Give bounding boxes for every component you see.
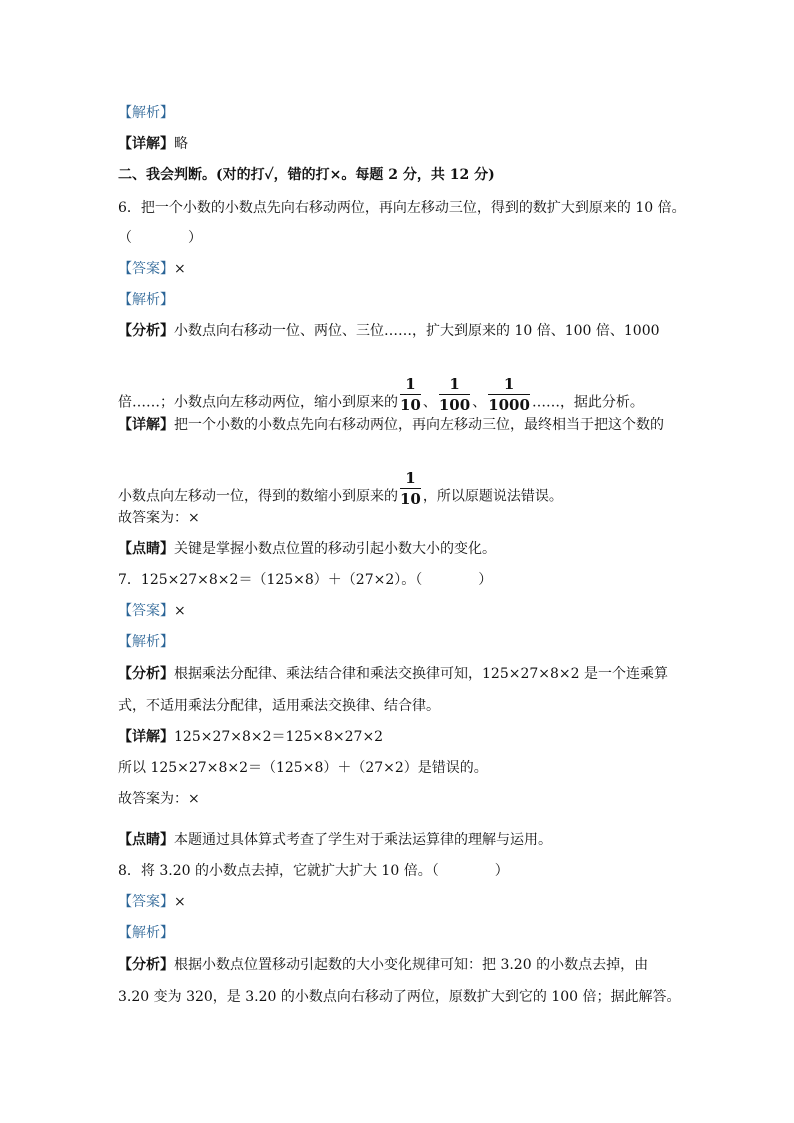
analysis-7-line2: 式，不适用乘法分配律，适用乘法交换律、结合律。	[118, 698, 440, 714]
answer-tag: 【答案】	[118, 603, 174, 619]
detail-tag: 【详解】	[118, 136, 174, 152]
comment-6	[118, 540, 496, 558]
analysis-text: 根据小数点位置移动引起数的大小变化规律可知：把 3.20 的小数点去掉，由	[174, 957, 649, 973]
detail-tag: 【详解】	[118, 729, 174, 745]
analysis-text: 倍……；小数点向左移动两位，缩小到原来的	[118, 394, 398, 411]
analysis-6-line1	[118, 322, 660, 340]
detail-text: ，所以原题说法错误。	[422, 488, 563, 505]
analysis-8-line2: 3.20 变为 320，是 3.20 的小数点向右移动了两位，原数扩大到它的 100 倍；据此解答。	[118, 989, 681, 1005]
analysis-7-line1	[118, 665, 668, 683]
analysis-label: 【分析】	[118, 957, 174, 973]
analysis-text: 小数点向右移动一位、两位、三位……，扩大到原来的 10 倍、100 倍、1000	[174, 323, 660, 339]
detail-line	[118, 135, 188, 153]
question-6-blank: （ ）	[118, 230, 202, 246]
separator: 、	[472, 394, 487, 411]
answer-6	[118, 260, 186, 278]
analysis-label: 【分析】	[118, 323, 174, 339]
answer-text: ×	[174, 894, 186, 910]
detail-tag: 【详解】	[118, 417, 174, 433]
detail-7	[118, 728, 383, 746]
detail-6-line1	[118, 416, 664, 434]
analysis-label: 【分析】	[118, 666, 174, 682]
part-two-heading: 二、我会判断。(对的打✓，错的打×。每题 2 分，共 12 分)	[118, 167, 495, 183]
comment-7	[118, 831, 552, 849]
analysis-text: ……，据此分析。	[531, 394, 644, 411]
fraction-one-tenth: $\frac{1}{10}$	[400, 469, 421, 508]
analysis-tag-8: 【解析】	[118, 925, 174, 941]
analysis-tag-6: 【解析】	[118, 292, 174, 308]
fraction-one-thousandth: $\frac{1}{1000}$	[488, 375, 530, 414]
conclusion-7: 故答案为：×	[118, 791, 200, 807]
analysis-tag-7: 【解析】	[118, 634, 174, 650]
detail-text: 略	[174, 136, 188, 152]
fraction-one-hundredth: $\frac{1}{100}$	[438, 375, 471, 414]
comment-tag: 【点睛】	[118, 541, 174, 557]
comment-text: 本题通过具体算式考查了学生对于乘法运算律的理解与运用。	[174, 832, 552, 848]
answer-tag: 【答案】	[118, 261, 174, 277]
answer-tag: 【答案】	[118, 894, 174, 910]
question-6: 6．把一个小数的小数点先向右移动两位，再向左移动三位，得到的数扩大到原来的 10 倍。	[118, 200, 686, 216]
detail-text: 小数点向左移动一位，得到的数缩小到原来的	[118, 488, 398, 505]
analysis-text: 根据乘法分配律、乘法结合律和乘法交换律可知，125×27×8×2 是一个连乘算	[174, 666, 668, 682]
detail-text: 125×27×8×2＝125×8×27×2	[174, 729, 384, 745]
answer-text: ×	[174, 261, 186, 277]
analysis-8-line1	[118, 956, 648, 974]
conclusion-6: 故答案为：×	[118, 510, 200, 526]
separator: 、	[422, 394, 437, 411]
answer-8	[118, 893, 186, 911]
question-8: 8．将 3.20 的小数点去掉，它就扩大扩大 10 倍。（ ）	[118, 863, 509, 879]
detail-7-conclusion: 所以 125×27×8×2＝（125×8）＋（27×2）是错误的。	[118, 760, 488, 776]
question-7: 7．125×27×8×2＝（125×8）＋（27×2）。（ ）	[118, 572, 493, 588]
answer-text: ×	[174, 603, 186, 619]
fraction-one-tenth: $\frac{1}{10}$	[400, 375, 421, 414]
answer-7	[118, 602, 186, 620]
section-heading-analysis: 【解析】	[118, 105, 174, 121]
comment-text: 关键是掌握小数点位置的移动引起小数大小的变化。	[174, 541, 496, 557]
detail-text: 把一个小数的小数点先向右移动两位，再向左移动三位，最终相当于把这个数的	[174, 417, 664, 433]
comment-tag: 【点睛】	[118, 832, 174, 848]
